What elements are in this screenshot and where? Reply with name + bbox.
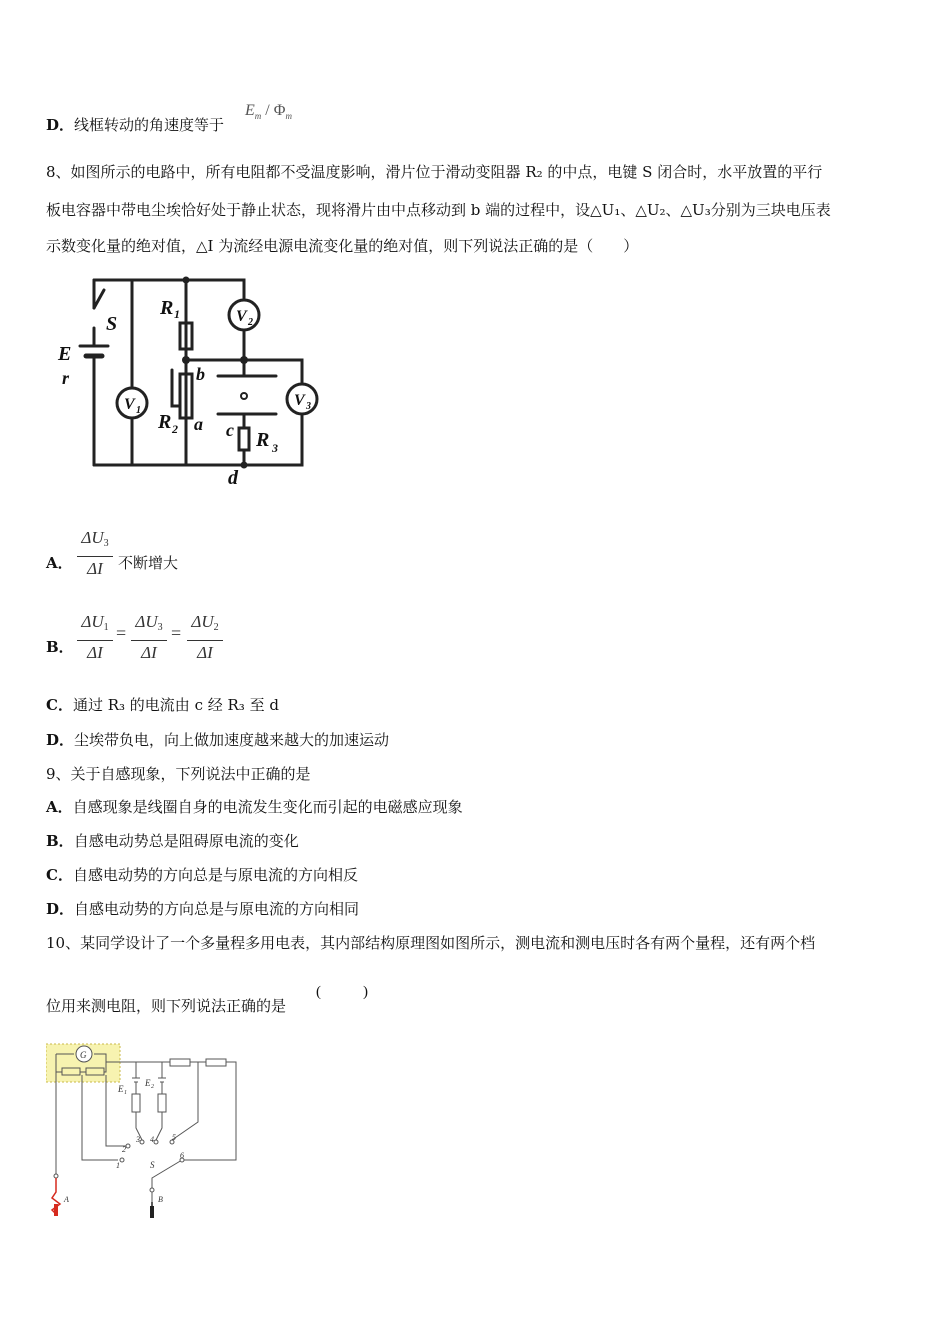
terminal-4-label: 4	[150, 1135, 154, 1144]
terminal-3-label: 3	[136, 1135, 140, 1144]
frac-num: ΔU	[81, 528, 104, 547]
formula-e: E	[245, 102, 255, 119]
probe-b-label: B	[158, 1195, 163, 1204]
e2-sub: 2	[151, 1084, 154, 1090]
q8-stem-line-1: 8、如图所示的电路中，所有电阻都不受温度影响，滑片位于滑动变阻器 R₂ 的中点，电键 S 闭合时，水平放置的平行	[46, 163, 823, 181]
q8-circuit-figure	[46, 268, 336, 493]
switch-s-label: S	[106, 313, 118, 335]
frac-den: ΔI	[87, 559, 103, 578]
terminal-6-label: 6	[180, 1151, 184, 1160]
r1-sub: 1	[174, 307, 180, 321]
r3-sub: 3	[272, 441, 278, 455]
q8-option-a-label: A．	[46, 554, 73, 572]
frac-num: ΔU	[135, 612, 158, 631]
formula-m1: m	[254, 111, 262, 122]
q8-option-b-fraction-2	[131, 612, 167, 663]
q9-option-d	[46, 899, 359, 919]
frac-num-sub: 1	[103, 622, 109, 633]
equals-sign-1: =	[116, 623, 127, 643]
q9-option-c	[46, 865, 358, 885]
e1-sub: 1	[124, 1090, 127, 1096]
q8-option-b-label: B．	[46, 638, 74, 656]
e1-label: E	[118, 1084, 124, 1094]
r2-label: R	[158, 411, 172, 433]
v3-label: V	[294, 392, 305, 409]
q8-option-a-text: 不断增大	[118, 554, 179, 572]
frac-num: ΔU	[81, 612, 104, 631]
q9-option-b-label: B．	[46, 832, 74, 850]
emf-e-label: E	[58, 343, 72, 365]
v2-label: V	[236, 308, 247, 325]
q8-option-c-text: 通过 R₃ 的电流由 c 经 R₃ 至 d	[72, 696, 279, 714]
e2-label: E	[145, 1078, 151, 1088]
v2-sub: 2	[248, 317, 253, 328]
v1-sub: 1	[136, 405, 141, 416]
frac-num-sub: 2	[213, 622, 219, 633]
q10-stem-line-2: 位用来测电阻，则下列说法正确的是	[46, 997, 287, 1015]
q8-option-d	[46, 730, 389, 750]
q9-stem: 9、关于自感现象，下列说法中正确的是	[46, 765, 311, 783]
q8-option-a-fraction	[77, 528, 113, 579]
q10-paren-open: (	[316, 984, 321, 1000]
r2-sub: 2	[172, 422, 178, 436]
frac-num: ΔU	[191, 612, 214, 631]
formula-phi: Φ	[273, 102, 286, 119]
q8-option-d-text: 尘埃带负电，向上做加速度越来越大的加速运动	[74, 731, 390, 749]
formula-slash: /	[265, 102, 270, 119]
q8-option-d-label: D．	[46, 731, 75, 749]
v3-sub: 3	[306, 401, 311, 412]
q7-option-d-text: 线框转动的角速度等于	[74, 116, 225, 134]
q8-stem-line-2: 板电容器中带电尘埃恰好处于静止状态，现将滑片由中点移动到 b 端的过程中，设△U₁、△U₂、△U₃分别为三块电压表	[46, 201, 831, 219]
q8-option-b-fraction-3	[187, 612, 223, 663]
frac-den: ΔI	[141, 643, 157, 662]
selector-s-label: S	[150, 1160, 155, 1170]
terminal-2-label: 2	[122, 1145, 126, 1154]
node-d-label: d	[228, 467, 238, 489]
frac-den: ΔI	[197, 643, 213, 662]
node-a-label: a	[194, 414, 203, 434]
q9-option-a-text: 自感现象是线圈自身的电流发生变化而引起的电磁感应现象	[72, 798, 463, 816]
q8-option-c-label: C．	[46, 696, 73, 714]
q9-option-c-text: 自感电动势的方向总是与原电流的方向相反	[72, 866, 358, 884]
q8-stem-line-3: 示数变化量的绝对值，△I 为流经电源电流变化量的绝对值，则下列说法正确的是（ ）	[46, 237, 639, 255]
q8-option-b-fraction-1	[77, 612, 113, 663]
q10-multimeter-figure	[46, 1042, 246, 1222]
q8-option-c	[46, 695, 279, 715]
formula-m2: m	[285, 111, 292, 122]
q7-option-d	[46, 115, 224, 135]
frac-den: ΔI	[87, 643, 103, 662]
probe-a-label: A	[64, 1195, 69, 1204]
node-b-label: b	[196, 364, 205, 384]
node-c-label: c	[226, 420, 234, 440]
q9-option-a-label: A．	[46, 798, 73, 816]
q9-option-b	[46, 831, 299, 851]
r3-label: R	[256, 429, 270, 451]
q10-paren-close: )	[363, 984, 368, 1000]
q9-option-b-text: 自感电动势总是阻碍原电流的变化	[73, 832, 299, 850]
equals-sign-2: =	[171, 623, 182, 643]
v1-label: V	[124, 396, 135, 413]
q7-option-d-formula	[245, 102, 292, 121]
frac-num-sub: 3	[157, 622, 163, 633]
q9-option-a	[46, 797, 463, 817]
terminal-5-label: 5	[172, 1133, 176, 1142]
q9-option-d-label: D．	[46, 900, 75, 918]
q10-stem-line-1: 10、某同学设计了一个多量程多用电表，其内部结构原理图如图所示，测电流和测电压时各有两个量程，还有两个档	[46, 934, 816, 952]
q9-option-c-label: C．	[46, 866, 73, 884]
terminal-1-label: 1	[116, 1161, 120, 1170]
q7-option-d-label: D．	[46, 116, 75, 134]
r1-label: R	[160, 297, 174, 319]
internal-r-label: r	[62, 368, 70, 388]
frac-num-sub: 3	[103, 538, 109, 549]
galvanometer-g-label: G	[80, 1050, 87, 1060]
q9-option-d-text: 自感电动势的方向总是与原电流的方向相同	[74, 900, 360, 918]
